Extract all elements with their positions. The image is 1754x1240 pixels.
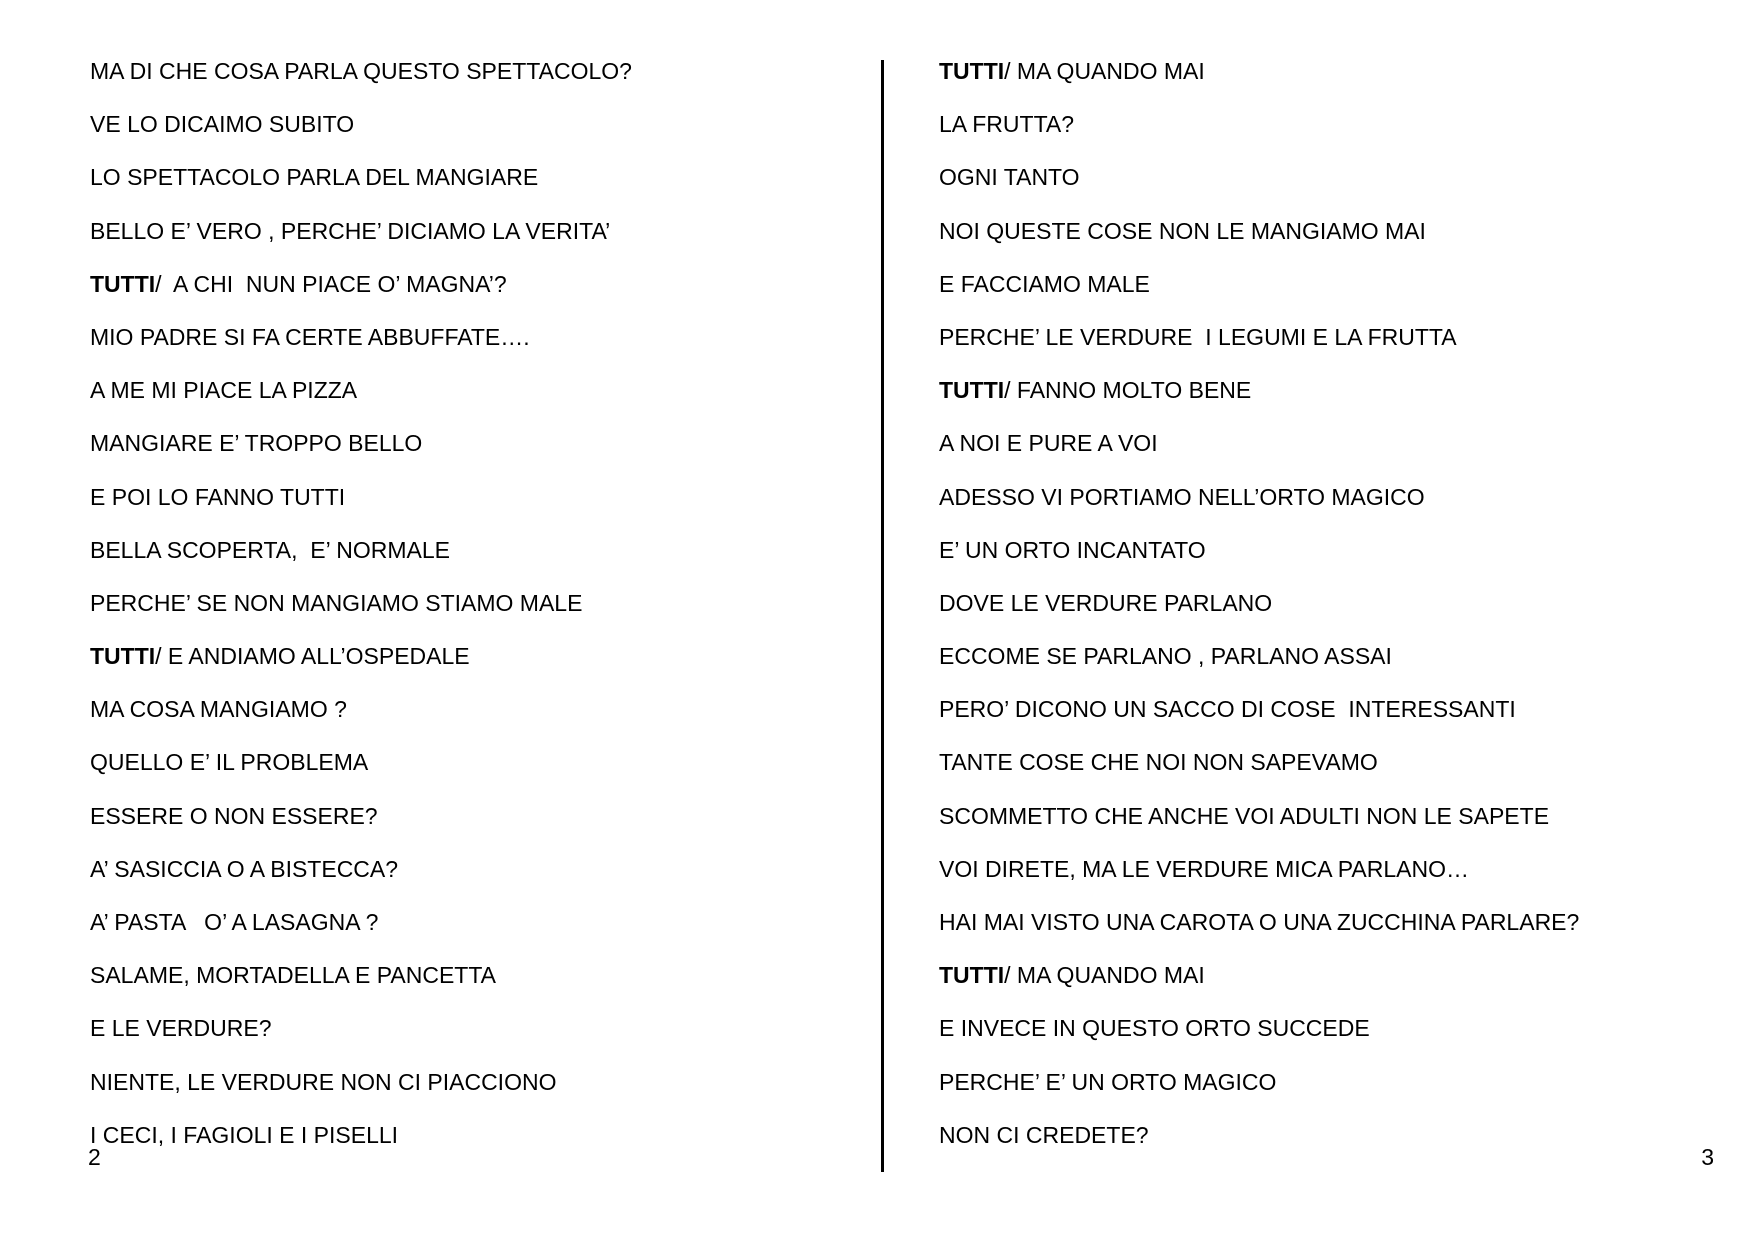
line-text: MA COSA MANGIAMO ?: [90, 696, 347, 723]
line-text: PERCHE’ SE NON MANGIAMO STIAMO MALE: [90, 589, 583, 616]
page-number: 3: [1701, 1144, 1714, 1170]
script-line: [939, 478, 1579, 531]
script-line: [939, 743, 1579, 796]
right-page: [884, 0, 1754, 1240]
line-text: LO SPETTACOLO PARLA DEL MANGIARE: [90, 164, 539, 191]
line-text: PERO’ DICONO UN SACCO DI COSE INTERESSANTI: [939, 696, 1516, 723]
line-text: LA FRUTTA?: [939, 111, 1075, 138]
script-line: [939, 903, 1579, 956]
line-text: BELLO E’ VERO , PERCHE’ DICIAMO LA VERITA’: [90, 217, 611, 244]
script-line: [90, 318, 632, 371]
line-text: NOI QUESTE COSE NON LE MANGIAMO MAI: [939, 217, 1426, 244]
line-text: I CECI, I FAGIOLI E I PISELLI: [90, 1121, 399, 1148]
line-text: A ME MI PIACE LA PIZZA: [90, 377, 358, 404]
line-text: / MA QUANDO MAI: [1004, 962, 1205, 989]
script-line: [939, 850, 1579, 903]
line-text: OGNI TANTO: [939, 164, 1080, 191]
line-text: DOVE LE VERDURE PARLANO: [939, 589, 1273, 616]
line-text: / A CHI NUN PIACE O’ MAGNA’?: [155, 270, 507, 297]
line-text: NON CI CREDETE?: [939, 1121, 1149, 1148]
script-line: [939, 637, 1579, 690]
line-text: / E ANDIAMO ALL’OSPEDALE: [155, 643, 470, 670]
line-text: QUELLO E’ IL PROBLEMA: [90, 749, 369, 776]
script-line: [939, 265, 1579, 318]
script-lines-left: [90, 52, 632, 1169]
line-text: ADESSO VI PORTIAMO NELL’ORTO MAGICO: [939, 483, 1425, 510]
script-line: [90, 903, 632, 956]
script-line: [90, 690, 632, 743]
script-line: [90, 1063, 632, 1116]
line-text: E LE VERDURE?: [90, 1015, 272, 1042]
script-line: [90, 371, 632, 424]
script-line: [90, 956, 632, 1009]
script-line: [90, 1009, 632, 1062]
line-text: A’ SASICCIA O A BISTECCA?: [90, 855, 399, 882]
script-lines-right: [939, 52, 1579, 1169]
script-line: [939, 956, 1579, 1009]
script-line: [90, 850, 632, 903]
script-line: [939, 531, 1579, 584]
speaker-label: TUTTI: [939, 962, 1005, 989]
script-line: [90, 105, 632, 158]
line-text: ECCOME SE PARLANO , PARLANO ASSAI: [939, 643, 1392, 670]
script-line: [90, 797, 632, 850]
line-text: / MA QUANDO MAI: [1004, 58, 1205, 84]
script-line: [90, 212, 632, 265]
script-line: [90, 584, 632, 637]
script-line: [90, 637, 632, 690]
speaker-label: TUTTI: [90, 643, 156, 670]
line-text: NIENTE, LE VERDURE NON CI PIACCIONO: [90, 1068, 557, 1095]
script-line: [90, 265, 632, 318]
script-line: [90, 158, 632, 211]
line-text: TANTE COSE CHE NOI NON SAPEVAMO: [939, 749, 1378, 776]
script-line: [939, 158, 1579, 211]
script-line: [939, 318, 1579, 371]
line-text: SCOMMETTO CHE ANCHE VOI ADULTI NON LE SAPETE: [939, 802, 1550, 829]
line-text: A’ PASTA O’ A LASAGNA ?: [90, 909, 379, 935]
script-line: [939, 371, 1579, 424]
script-line: [90, 743, 632, 796]
script-line: [90, 52, 632, 105]
script-line: [90, 1116, 632, 1169]
line-text: PERCHE’ LE VERDURE I LEGUMI E LA FRUTTA: [939, 323, 1457, 350]
script-line: [939, 105, 1579, 158]
speaker-label: TUTTI: [939, 377, 1005, 404]
speaker-label: TUTTI: [939, 58, 1005, 84]
script-line: [90, 424, 632, 477]
script-line: [90, 478, 632, 531]
line-text: / FANNO MOLTO BENE: [1004, 377, 1252, 404]
line-text: E’ UN ORTO INCANTATO: [939, 536, 1206, 563]
line-text: A NOI E PURE A VOI: [939, 430, 1158, 457]
line-text: SALAME, MORTADELLA E PANCETTA: [90, 962, 497, 989]
page-number: 2: [88, 1144, 101, 1170]
script-line: [939, 212, 1579, 265]
line-text: HAI MAI VISTO UNA CAROTA O UNA ZUCCHINA PARLARE?: [939, 909, 1580, 935]
line-text: MA DI CHE COSA PARLA QUESTO SPETTACOLO?: [90, 58, 632, 84]
script-line: [90, 531, 632, 584]
script-line: [939, 584, 1579, 637]
script-line: [939, 52, 1579, 105]
line-text: E FACCIAMO MALE: [939, 270, 1150, 297]
script-line: [939, 690, 1579, 743]
line-text: MANGIARE E’ TROPPO BELLO: [90, 430, 423, 457]
line-text: E INVECE IN QUESTO ORTO SUCCEDE: [939, 1015, 1370, 1042]
line-text: PERCHE’ E’ UN ORTO MAGICO: [939, 1068, 1277, 1095]
line-text: E POI LO FANNO TUTTI: [90, 483, 346, 510]
line-text: ESSERE O NON ESSERE?: [90, 802, 378, 829]
line-text: MIO PADRE SI FA CERTE ABBUFFATE….: [90, 323, 530, 350]
script-line: [939, 1009, 1579, 1062]
script-line: [939, 1063, 1579, 1116]
line-text: VOI DIRETE, MA LE VERDURE MICA PARLANO…: [939, 855, 1469, 882]
line-text: BELLA SCOPERTA, E’ NORMALE: [90, 536, 451, 563]
line-text: VE LO DICAIMO SUBITO: [90, 111, 355, 138]
speaker-label: TUTTI: [90, 270, 156, 297]
script-line: [939, 424, 1579, 477]
script-line: [939, 1116, 1579, 1169]
script-line: [939, 797, 1579, 850]
